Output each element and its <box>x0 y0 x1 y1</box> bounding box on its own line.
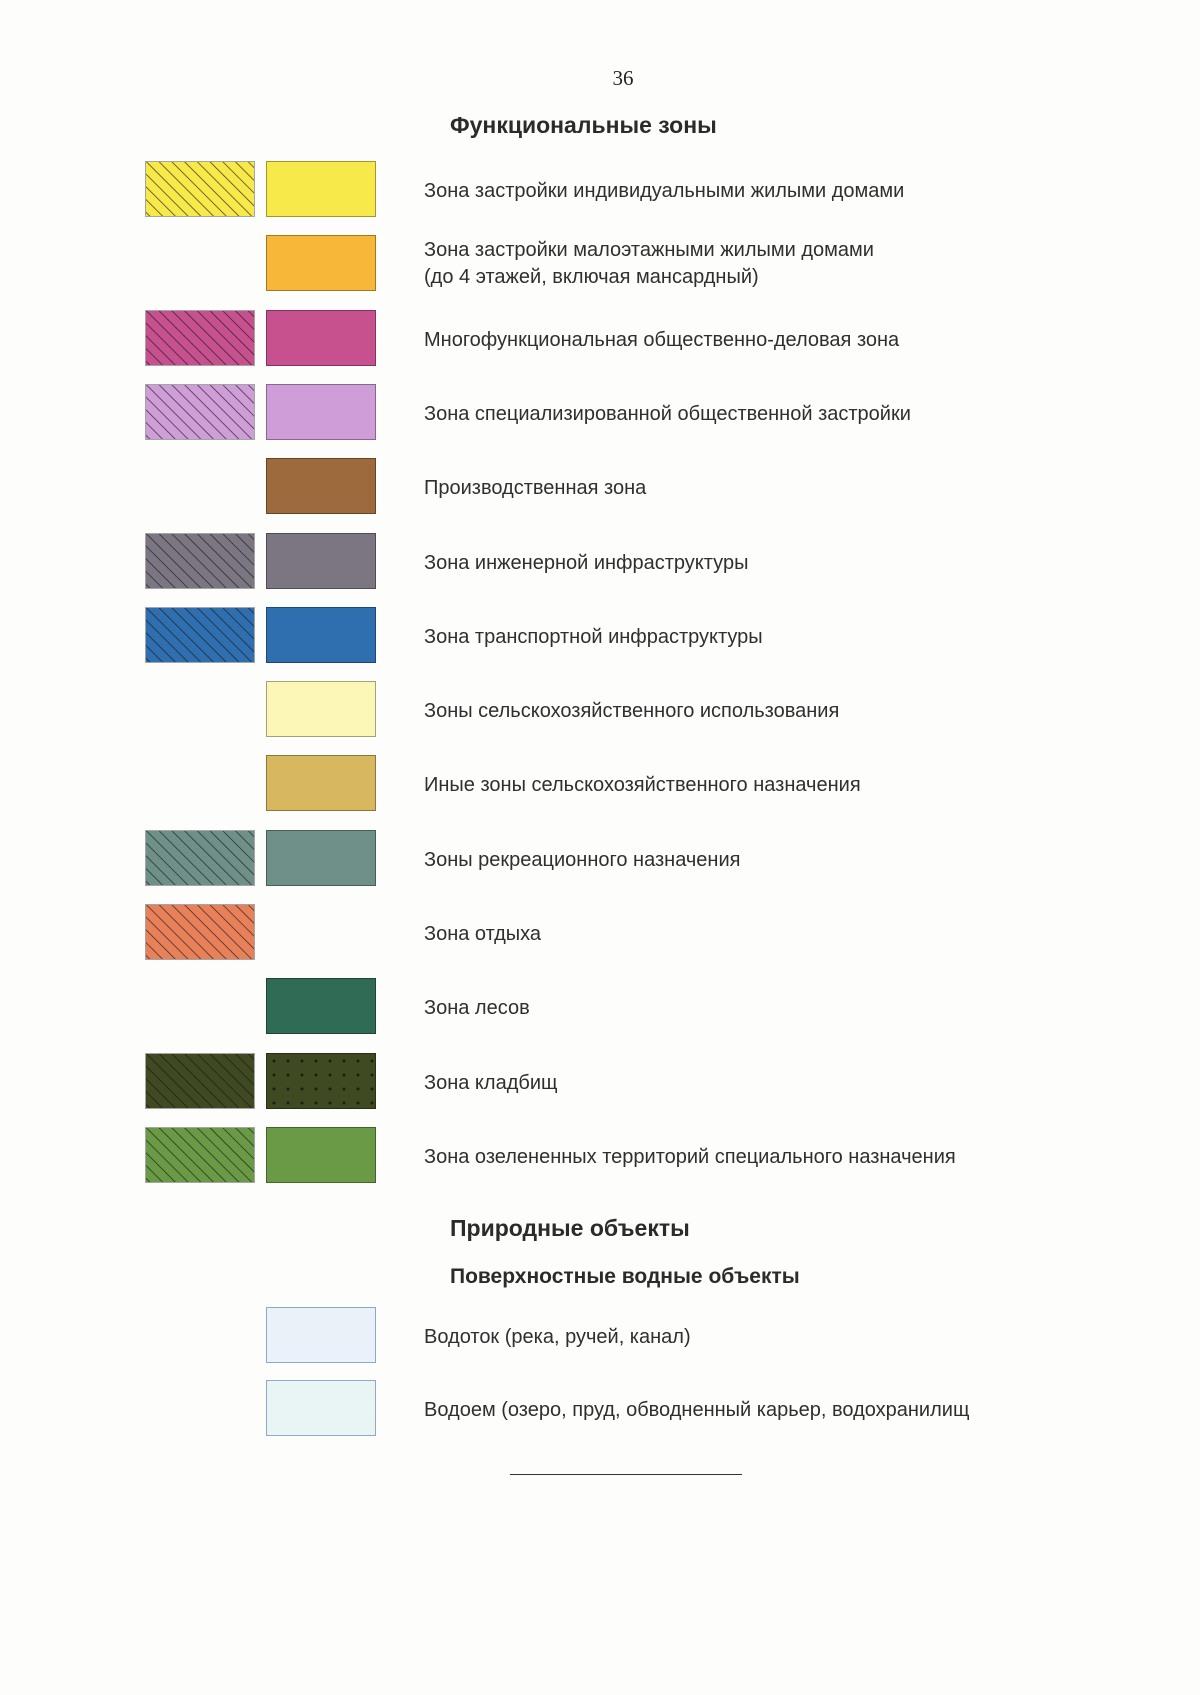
solid-swatch <box>266 310 376 366</box>
legend-row <box>0 310 1200 366</box>
hatched-swatch <box>145 533 255 589</box>
water-swatch <box>266 1307 376 1363</box>
solid-swatch <box>266 458 376 514</box>
legend-row <box>0 458 1200 514</box>
legend-label <box>424 327 899 354</box>
legend-row <box>0 978 1200 1034</box>
legend-row <box>0 533 1200 589</box>
legend-label <box>424 1144 956 1171</box>
hatched-swatch <box>145 904 255 960</box>
solid-swatch <box>266 681 376 737</box>
legend-label-line: Зона озелененных территорий специального назначения <box>424 1145 956 1168</box>
footer-rule <box>510 1474 742 1475</box>
legend-row <box>0 1053 1200 1109</box>
legend-label <box>424 995 530 1022</box>
legend-label-line: (до 4 этажей, включая мансардный) <box>424 266 759 289</box>
page-number: 36 <box>612 66 634 90</box>
legend-label <box>424 772 861 799</box>
legend-row <box>0 904 1200 960</box>
legend-label-line: Зона лесов <box>424 997 530 1020</box>
hatched-swatch <box>145 310 255 366</box>
legend-row <box>0 681 1200 737</box>
legend-label-line: Иные зоны сельскохозяйственного назначения <box>424 774 861 797</box>
legend-row <box>0 161 1200 217</box>
solid-swatch <box>266 533 376 589</box>
legend-label <box>424 550 748 577</box>
legend-row <box>0 1127 1200 1183</box>
surface-water-heading: Поверхностные водные объекты <box>450 1265 800 1288</box>
legend-label-line: Зона инженерной инфраструктуры <box>424 551 749 574</box>
water-legend-label: Водоем (озеро, пруд, обводненный карьер, водохранилищ <box>424 1399 970 1421</box>
solid-swatch <box>266 384 376 440</box>
legend-label-line: Зоны сельскохозяйственного использования <box>424 700 840 723</box>
legend-label-line: Зона кладбищ <box>424 1071 558 1094</box>
water-legend-label: Водоток (река, ручей, канал) <box>424 1326 691 1348</box>
water-legend-row <box>0 1307 1200 1363</box>
hatched-swatch <box>145 161 255 217</box>
legend-label <box>424 698 839 725</box>
legend-label <box>424 921 541 948</box>
legend-row <box>0 384 1200 440</box>
legend-label-line: Зона застройки индивидуальными жилыми домами <box>424 180 905 202</box>
legend-label-line: Зона специализированной общественной застройки <box>424 402 911 425</box>
legend-label-line: Зона транспортной инфраструктуры <box>424 625 763 648</box>
legend-row <box>0 755 1200 811</box>
legend-label <box>424 624 763 651</box>
legend-label-line: Зона застройки малоэтажными жилыми домами <box>424 239 874 262</box>
legend-label-line: Зоны рекреационного назначения <box>424 848 741 871</box>
legend-label-line: Многофункциональная общественно-деловая зона <box>424 328 900 351</box>
solid-swatch <box>266 161 376 217</box>
solid-swatch <box>266 755 376 811</box>
solid-swatch <box>266 1127 376 1183</box>
legend-label <box>424 401 911 428</box>
legend-label <box>424 1070 557 1097</box>
solid-swatch <box>266 1053 376 1109</box>
legend-label-line: Производственная зона <box>424 477 647 500</box>
hatched-swatch <box>145 1053 255 1109</box>
solid-swatch <box>266 607 376 663</box>
legend-label <box>424 475 646 502</box>
legend-label-line: Зона отдыха <box>424 923 542 945</box>
legend-label <box>424 178 904 205</box>
legend-row <box>0 235 1200 291</box>
functional-zones-heading: Функциональные зоны <box>450 112 717 138</box>
water-legend-row <box>0 1380 1200 1436</box>
hatched-swatch <box>145 830 255 886</box>
legend-label <box>424 847 740 874</box>
hatched-swatch <box>145 384 255 440</box>
solid-swatch <box>266 830 376 886</box>
legend-row <box>0 607 1200 663</box>
natural-objects-heading: Природные объекты <box>450 1215 690 1241</box>
hatched-swatch <box>145 607 255 663</box>
solid-swatch <box>266 978 376 1034</box>
legend-label <box>424 237 874 291</box>
water-swatch <box>266 1380 376 1436</box>
solid-swatch <box>266 235 376 291</box>
legend-row <box>0 830 1200 886</box>
hatched-swatch <box>145 1127 255 1183</box>
